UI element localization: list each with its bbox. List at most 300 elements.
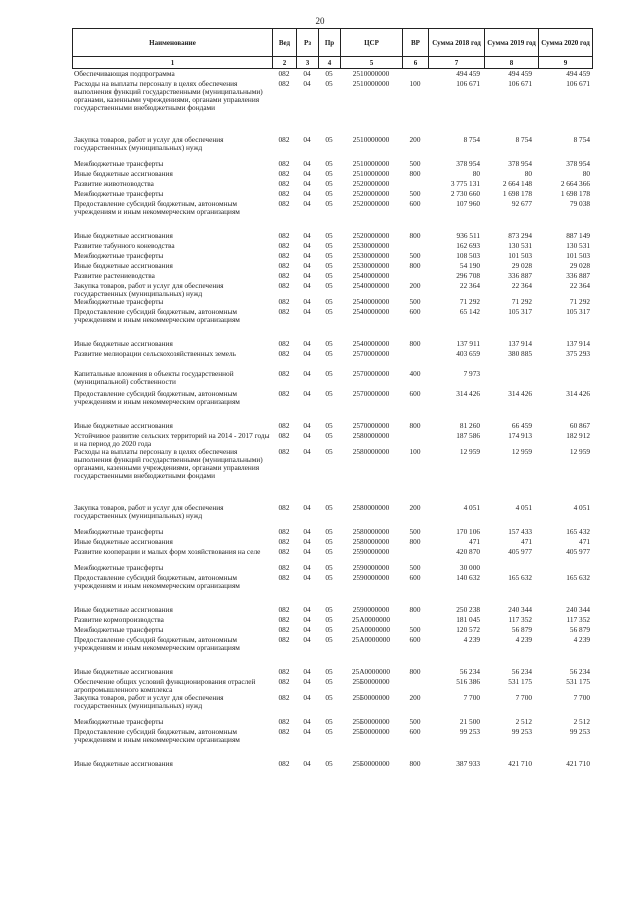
- cell-name: Обеспечивающая подпрограмма: [74, 69, 175, 78]
- cell-sum-2018: 7 700: [463, 693, 480, 702]
- column-number: 6: [403, 57, 429, 69]
- cell-sum-2019: 92 677: [511, 199, 532, 208]
- header-rz: Рз: [297, 29, 319, 57]
- header-csr: ЦСР: [341, 29, 403, 57]
- cell-csr: 25Б0000000: [352, 677, 390, 686]
- cell-rz: 04: [303, 69, 311, 78]
- cell-sum-2019: 494 459: [508, 69, 532, 78]
- table-row: [72, 282, 592, 298]
- cell-sum-2018: 181 045: [456, 615, 480, 624]
- page-number: 20: [315, 16, 325, 26]
- cell-ved: 082: [278, 339, 290, 348]
- cell-pr: 05: [325, 261, 333, 270]
- cell-vr: 500: [409, 625, 421, 634]
- column-number: 1: [73, 57, 273, 69]
- cell-name: Обеспечение общих условий функционирования отраслей агропромышленного комплекса: [74, 677, 256, 694]
- cell-pr: 05: [325, 79, 333, 88]
- cell-pr: 05: [325, 625, 333, 634]
- cell-vr: 200: [409, 503, 421, 512]
- cell-sum-2020: 8 754: [573, 135, 590, 144]
- cell-sum-2020: 29 028: [569, 261, 590, 270]
- cell-pr: 05: [325, 297, 333, 306]
- cell-rz: 04: [303, 369, 311, 378]
- cell-sum-2020: 22 364: [569, 281, 590, 290]
- cell-pr: 05: [325, 179, 333, 188]
- cell-sum-2018: 296 708: [456, 271, 480, 280]
- cell-sum-2020: 314 426: [566, 389, 590, 398]
- cell-name: Развитие кооперации и малых форм хозяйствования на селе: [74, 547, 261, 556]
- cell-sum-2020: 165 432: [566, 527, 590, 536]
- cell-sum-2019: 99 253: [511, 727, 532, 736]
- cell-rz: 04: [303, 605, 311, 614]
- cell-ved: 082: [278, 717, 290, 726]
- cell-ved: 082: [278, 261, 290, 270]
- cell-sum-2019: 405 977: [508, 547, 532, 556]
- cell-rz: 04: [303, 431, 311, 440]
- table-header: [72, 28, 593, 69]
- cell-name: Закупка товаров, работ и услуг для обеспечения государственных (муниципальных) нужд: [74, 135, 224, 152]
- cell-rz: 04: [303, 339, 311, 348]
- cell-pr: 05: [325, 339, 333, 348]
- cell-csr: 25Б0000000: [352, 717, 390, 726]
- cell-ved: 082: [278, 503, 290, 512]
- cell-pr: 05: [325, 389, 333, 398]
- cell-sum-2019: 56 879: [511, 625, 532, 634]
- cell-csr: 2510000000: [352, 135, 390, 144]
- cell-sum-2018: 21 500: [459, 717, 480, 726]
- cell-ved: 082: [278, 169, 290, 178]
- cell-sum-2020: 101 503: [566, 251, 590, 260]
- cell-ved: 082: [278, 537, 290, 546]
- column-number: 3: [297, 57, 319, 69]
- header-pr: Пр: [319, 29, 341, 57]
- table-row: [72, 636, 592, 668]
- cell-sum-2018: 4 239: [463, 635, 480, 644]
- cell-name: Межбюджетные трансферты: [74, 527, 164, 536]
- cell-sum-2018: 65 142: [459, 307, 480, 316]
- cell-rz: 04: [303, 563, 311, 572]
- cell-rz: 04: [303, 271, 311, 280]
- table-row: [72, 370, 592, 390]
- cell-ved: 082: [278, 231, 290, 240]
- cell-pr: 05: [325, 717, 333, 726]
- cell-csr: 2510000000: [352, 69, 390, 78]
- table-row: [72, 448, 592, 504]
- column-number: 4: [319, 57, 341, 69]
- cell-rz: 04: [303, 447, 311, 456]
- table-row: [72, 548, 592, 564]
- cell-sum-2018: 8 754: [463, 135, 480, 144]
- cell-rz: 04: [303, 717, 311, 726]
- cell-sum-2019: 130 531: [508, 241, 532, 250]
- column-number: 8: [485, 57, 539, 69]
- cell-pr: 05: [325, 231, 333, 240]
- header-sum-2020: Сумма 2020 год: [539, 29, 593, 57]
- cell-vr: 800: [409, 605, 421, 614]
- cell-sum-2019: 7 700: [515, 693, 532, 702]
- cell-sum-2018: 140 632: [456, 573, 480, 582]
- cell-pr: 05: [325, 573, 333, 582]
- cell-pr: 05: [325, 537, 333, 546]
- table-row: [72, 390, 592, 422]
- cell-sum-2018: 250 238: [456, 605, 480, 614]
- cell-ved: 082: [278, 369, 290, 378]
- table-row: [72, 136, 592, 160]
- header-ved: Вед: [273, 29, 297, 57]
- cell-ved: 082: [278, 759, 290, 768]
- cell-rz: 04: [303, 251, 311, 260]
- cell-pr: 05: [325, 307, 333, 316]
- cell-vr: 500: [409, 717, 421, 726]
- cell-ved: 082: [278, 635, 290, 644]
- cell-sum-2020: 79 038: [569, 199, 590, 208]
- cell-name: Предоставление субсидий бюджетным, автономным учреждениям и иным некоммерческим организациям: [74, 199, 240, 216]
- table-row: [72, 678, 592, 694]
- cell-name: Развитие кормопроизводства: [74, 615, 164, 624]
- cell-pr: 05: [325, 759, 333, 768]
- cell-sum-2020: 531 175: [566, 677, 590, 686]
- cell-name: Предоставление субсидий бюджетным, автономным учреждениям и иным некоммерческим организациям: [74, 635, 240, 652]
- cell-vr: 600: [409, 635, 421, 644]
- column-number: 9: [539, 57, 593, 69]
- cell-sum-2019: 105 317: [508, 307, 532, 316]
- cell-vr: 800: [409, 169, 421, 178]
- cell-name: Развитие мелиорации сельскохозяйственных земель: [74, 349, 236, 358]
- cell-csr: 2590000000: [352, 605, 390, 614]
- header-vr: ВР: [403, 29, 429, 57]
- cell-name: Закупка товаров, работ и услуг для обеспечения государственных (муниципальных) нужд: [74, 281, 224, 298]
- cell-csr: 2540000000: [352, 339, 390, 348]
- cell-name: Расходы на выплаты персоналу в целях обеспечения выполнения функций государственными (муниципальными) органами, казенными учреждениями, органами управления государственными внебюджетными фондами: [74, 79, 263, 112]
- cell-sum-2018: 387 933: [456, 759, 480, 768]
- cell-pr: 05: [325, 527, 333, 536]
- cell-csr: 2540000000: [352, 271, 390, 280]
- cell-ved: 082: [278, 179, 290, 188]
- cell-name: Иные бюджетные ассигнования: [74, 605, 173, 614]
- cell-name: Устойчивое развитие сельских территорий на 2014 - 2017 годы и на период до 2020 года: [74, 431, 270, 448]
- cell-vr: 500: [409, 563, 421, 572]
- cell-rz: 04: [303, 189, 311, 198]
- cell-sum-2019: 380 885: [508, 349, 532, 358]
- cell-rz: 04: [303, 759, 311, 768]
- cell-sum-2018: 170 106: [456, 527, 480, 536]
- cell-sum-2020: 137 914: [566, 339, 590, 348]
- cell-sum-2020: 471: [579, 537, 590, 546]
- cell-sum-2018: 2 730 660: [450, 189, 480, 198]
- cell-vr: 800: [409, 261, 421, 270]
- cell-ved: 082: [278, 421, 290, 430]
- cell-vr: 200: [409, 693, 421, 702]
- cell-sum-2018: 7 973: [463, 369, 480, 378]
- cell-ved: 082: [278, 625, 290, 634]
- cell-sum-2019: 137 914: [508, 339, 532, 348]
- cell-csr: 2570000000: [352, 389, 390, 398]
- cell-csr: 2540000000: [352, 297, 390, 306]
- cell-ved: 082: [278, 431, 290, 440]
- cell-sum-2018: 71 292: [459, 297, 480, 306]
- cell-rz: 04: [303, 179, 311, 188]
- cell-rz: 04: [303, 677, 311, 686]
- cell-pr: 05: [325, 189, 333, 198]
- cell-sum-2019: 378 954: [508, 159, 532, 168]
- cell-sum-2020: 117 352: [566, 615, 590, 624]
- cell-name: Межбюджетные трансферты: [74, 717, 164, 726]
- cell-rz: 04: [303, 199, 311, 208]
- table-row: [72, 308, 592, 340]
- cell-csr: 2530000000: [352, 251, 390, 260]
- cell-sum-2020: 71 292: [569, 297, 590, 306]
- cell-ved: 082: [278, 667, 290, 676]
- cell-rz: 04: [303, 261, 311, 270]
- cell-rz: 04: [303, 727, 311, 736]
- cell-rz: 04: [303, 615, 311, 624]
- cell-pr: 05: [325, 349, 333, 358]
- cell-sum-2018: 378 954: [456, 159, 480, 168]
- cell-sum-2018: 162 693: [456, 241, 480, 250]
- cell-name: Предоставление субсидий бюджетным, автономным учреждениям и иным некоммерческим организациям: [74, 727, 240, 744]
- cell-sum-2020: 887 149: [566, 231, 590, 240]
- cell-vr: 500: [409, 527, 421, 536]
- cell-ved: 082: [278, 271, 290, 280]
- cell-pr: 05: [325, 369, 333, 378]
- cell-csr: 25А0000000: [351, 615, 391, 624]
- cell-name: Иные бюджетные ассигнования: [74, 169, 173, 178]
- cell-pr: 05: [325, 135, 333, 144]
- table-row: [72, 350, 592, 370]
- cell-ved: 082: [278, 241, 290, 250]
- cell-csr: 2510000000: [352, 79, 390, 88]
- cell-csr: 2520000000: [352, 189, 390, 198]
- cell-name: Развитие животноводства: [74, 179, 154, 188]
- cell-sum-2019: 873 294: [508, 231, 532, 240]
- cell-sum-2018: 420 870: [456, 547, 480, 556]
- cell-rz: 04: [303, 573, 311, 582]
- cell-csr: 25Б0000000: [352, 727, 390, 736]
- cell-sum-2018: 12 959: [459, 447, 480, 456]
- cell-csr: 25Б0000000: [352, 693, 390, 702]
- cell-ved: 082: [278, 159, 290, 168]
- cell-ved: 082: [278, 615, 290, 624]
- cell-csr: 2580000000: [352, 503, 390, 512]
- cell-sum-2019: 2 664 148: [502, 179, 532, 188]
- cell-sum-2020: 421 710: [566, 759, 590, 768]
- cell-name: Развитие растениеводства: [74, 271, 155, 280]
- cell-pr: 05: [325, 635, 333, 644]
- cell-sum-2020: 7 700: [573, 693, 590, 702]
- cell-pr: 05: [325, 251, 333, 260]
- cell-vr: 100: [409, 447, 421, 456]
- cell-ved: 082: [278, 389, 290, 398]
- cell-sum-2019: 71 292: [511, 297, 532, 306]
- cell-sum-2020: 2 664 366: [560, 179, 590, 188]
- cell-sum-2019: 1 698 178: [502, 189, 532, 198]
- cell-sum-2020: 336 887: [566, 271, 590, 280]
- cell-vr: 400: [409, 369, 421, 378]
- cell-sum-2019: 106 671: [508, 79, 532, 88]
- cell-sum-2020: 240 344: [566, 605, 590, 614]
- column-number: 7: [429, 57, 485, 69]
- cell-name: Предоставление субсидий бюджетным, автономным учреждениям и иным некоммерческим организациям: [74, 307, 240, 324]
- cell-sum-2019: 336 887: [508, 271, 532, 280]
- cell-ved: 082: [278, 693, 290, 702]
- cell-sum-2019: 117 352: [508, 615, 532, 624]
- cell-sum-2019: 101 503: [508, 251, 532, 260]
- cell-pr: 05: [325, 667, 333, 676]
- cell-csr: 2520000000: [352, 199, 390, 208]
- cell-rz: 04: [303, 389, 311, 398]
- cell-csr: 2580000000: [352, 431, 390, 440]
- cell-sum-2020: 182 912: [566, 431, 590, 440]
- cell-vr: 800: [409, 421, 421, 430]
- cell-name: Предоставление субсидий бюджетным, автономным учреждениям и иным некоммерческим организациям: [74, 573, 240, 590]
- cell-ved: 082: [278, 251, 290, 260]
- cell-csr: 2570000000: [352, 369, 390, 378]
- cell-name: Иные бюджетные ассигнования: [74, 339, 173, 348]
- cell-ved: 082: [278, 447, 290, 456]
- cell-sum-2020: 4 051: [573, 503, 590, 512]
- table-row: [72, 728, 592, 760]
- cell-sum-2020: 375 293: [566, 349, 590, 358]
- cell-vr: 800: [409, 339, 421, 348]
- cell-sum-2018: 30 000: [459, 563, 480, 572]
- cell-sum-2018: 471: [469, 537, 480, 546]
- cell-sum-2019: 314 426: [508, 389, 532, 398]
- cell-sum-2020: 405 977: [566, 547, 590, 556]
- cell-pr: 05: [325, 169, 333, 178]
- cell-csr: 2520000000: [352, 179, 390, 188]
- cell-sum-2018: 80: [472, 169, 480, 178]
- cell-rz: 04: [303, 159, 311, 168]
- cell-csr: 2570000000: [352, 421, 390, 430]
- cell-rz: 04: [303, 307, 311, 316]
- cell-pr: 05: [325, 447, 333, 456]
- cell-sum-2020: 4 239: [573, 635, 590, 644]
- cell-name: Закупка товаров, работ и услуг для обеспечения государственных (муниципальных) нужд: [74, 503, 224, 520]
- cell-name: Межбюджетные трансферты: [74, 625, 164, 634]
- cell-sum-2018: 56 234: [459, 667, 480, 676]
- cell-vr: 100: [409, 79, 421, 88]
- cell-pr: 05: [325, 281, 333, 290]
- cell-name: Предоставление субсидий бюджетным, автономным учреждениям и иным некоммерческим организациям: [74, 389, 240, 406]
- cell-ved: 082: [278, 69, 290, 78]
- cell-sum-2019: 174 913: [508, 431, 532, 440]
- cell-vr: 800: [409, 537, 421, 546]
- cell-sum-2019: 29 028: [511, 261, 532, 270]
- cell-sum-2019: 4 051: [515, 503, 532, 512]
- cell-sum-2019: 56 234: [511, 667, 532, 676]
- cell-ved: 082: [278, 281, 290, 290]
- cell-sum-2018: 120 572: [456, 625, 480, 634]
- cell-sum-2019: 157 433: [508, 527, 532, 536]
- column-number: 5: [341, 57, 403, 69]
- cell-name: Расходы на выплаты персоналу в целях обеспечения выполнения функций государственными (муниципальными) органами, казенными учреждениями, органами управления государственными внебюджетными фондами: [74, 447, 263, 480]
- cell-name: Иные бюджетные ассигнования: [74, 421, 173, 430]
- cell-sum-2020: 494 459: [566, 69, 590, 78]
- table-row: [72, 694, 592, 718]
- cell-name: Капитальные вложения в объекты государственной (муниципальной) собственности: [74, 369, 234, 386]
- cell-rz: 04: [303, 635, 311, 644]
- cell-sum-2019: 2 512: [515, 717, 532, 726]
- cell-vr: 600: [409, 573, 421, 582]
- cell-sum-2020: 80: [582, 169, 590, 178]
- cell-csr: 2530000000: [352, 261, 390, 270]
- cell-rz: 04: [303, 625, 311, 634]
- cell-csr: 25Б0000000: [352, 759, 390, 768]
- header-name: Наименование: [73, 29, 273, 57]
- cell-sum-2020: 56 234: [569, 667, 590, 676]
- cell-sum-2020: 56 879: [569, 625, 590, 634]
- cell-sum-2019: 240 344: [508, 605, 532, 614]
- cell-csr: 25А0000000: [351, 625, 391, 634]
- cell-csr: 2590000000: [352, 547, 390, 556]
- cell-csr: 2540000000: [352, 281, 390, 290]
- cell-sum-2018: 108 503: [456, 251, 480, 260]
- cell-sum-2018: 494 459: [456, 69, 480, 78]
- cell-ved: 082: [278, 573, 290, 582]
- cell-rz: 04: [303, 169, 311, 178]
- table-body: [72, 70, 592, 770]
- cell-rz: 04: [303, 693, 311, 702]
- cell-sum-2020: 130 531: [566, 241, 590, 250]
- cell-rz: 04: [303, 79, 311, 88]
- cell-sum-2018: 54 190: [459, 261, 480, 270]
- cell-vr: 500: [409, 189, 421, 198]
- cell-csr: 2580000000: [352, 527, 390, 536]
- cell-sum-2019: 66 459: [511, 421, 532, 430]
- cell-vr: 200: [409, 135, 421, 144]
- cell-rz: 04: [303, 421, 311, 430]
- cell-sum-2018: 516 386: [456, 677, 480, 686]
- cell-ved: 082: [278, 79, 290, 88]
- cell-pr: 05: [325, 241, 333, 250]
- cell-ved: 082: [278, 189, 290, 198]
- cell-vr: 500: [409, 251, 421, 260]
- table-row: [72, 432, 592, 448]
- cell-name: Иные бюджетные ассигнования: [74, 667, 173, 676]
- cell-vr: 800: [409, 231, 421, 240]
- table-row: [72, 504, 592, 528]
- cell-sum-2020: 2 512: [573, 717, 590, 726]
- cell-sum-2018: 187 586: [456, 431, 480, 440]
- cell-rz: 04: [303, 135, 311, 144]
- cell-pr: 05: [325, 693, 333, 702]
- cell-name: Межбюджетные трансферты: [74, 251, 164, 260]
- cell-csr: 2510000000: [352, 169, 390, 178]
- cell-pr: 05: [325, 605, 333, 614]
- cell-vr: 600: [409, 307, 421, 316]
- cell-name: Межбюджетные трансферты: [74, 297, 164, 306]
- header-sum-2019: Сумма 2019 год: [485, 29, 539, 57]
- cell-csr: 2540000000: [352, 307, 390, 316]
- cell-vr: 600: [409, 199, 421, 208]
- table-row: [72, 200, 592, 232]
- cell-vr: 600: [409, 727, 421, 736]
- table-row: [72, 574, 592, 606]
- cell-pr: 05: [325, 727, 333, 736]
- cell-pr: 05: [325, 615, 333, 624]
- cell-vr: 800: [409, 759, 421, 768]
- cell-csr: 2530000000: [352, 241, 390, 250]
- cell-sum-2019: 22 364: [511, 281, 532, 290]
- header-sum-2018: Сумма 2018 год: [429, 29, 485, 57]
- cell-sum-2019: 471: [521, 537, 532, 546]
- cell-sum-2019: 12 959: [511, 447, 532, 456]
- cell-vr: 500: [409, 297, 421, 306]
- cell-sum-2018: 81 260: [459, 421, 480, 430]
- cell-ved: 082: [278, 349, 290, 358]
- cell-pr: 05: [325, 271, 333, 280]
- cell-csr: 25А0000000: [351, 635, 391, 644]
